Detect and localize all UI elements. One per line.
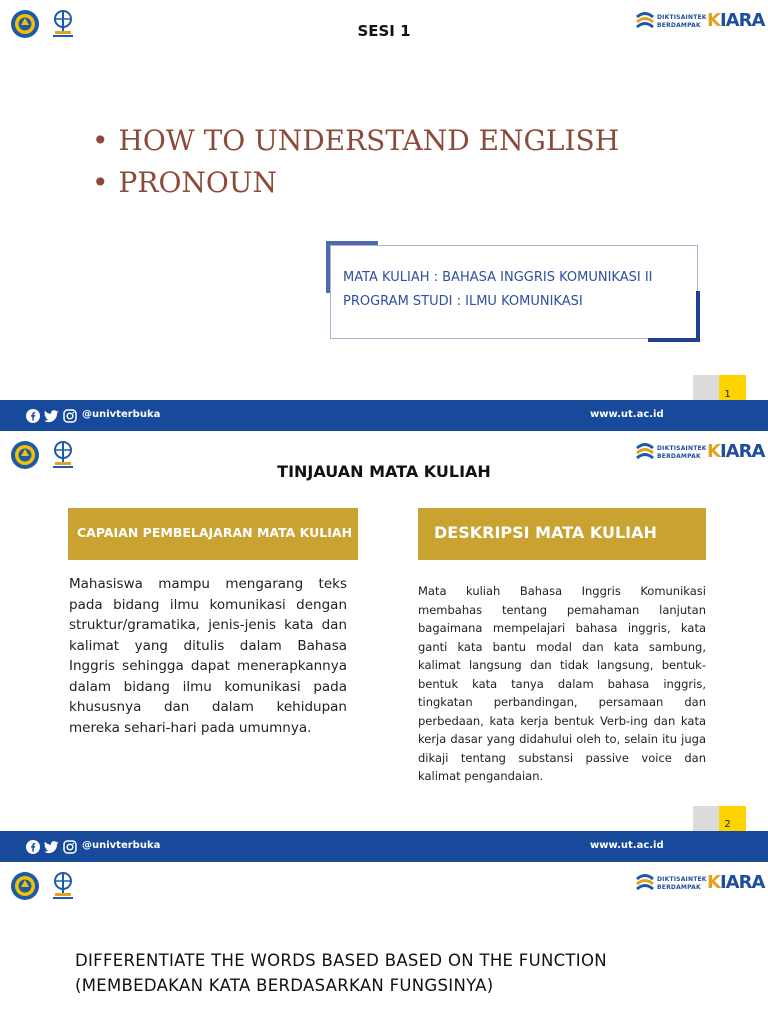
course-info-box xyxy=(330,245,698,339)
kiara-k: K xyxy=(707,872,720,893)
page-number: 2 xyxy=(724,819,731,830)
diktis-line2: BERDAMPAK xyxy=(657,884,701,891)
diktis-line1: DIKTISAINTEK xyxy=(657,14,707,21)
slide-3 xyxy=(0,862,768,1024)
topic-item: • PRONOUN xyxy=(92,162,619,204)
frame-accent-left xyxy=(326,241,330,293)
topic-item: • HOW TO UNDERSTAND ENGLISH xyxy=(92,120,619,162)
course-description-heading: DESKRIPSI MATA KULIAH xyxy=(418,508,706,560)
diktisaintek-mark-icon xyxy=(634,442,656,464)
diktis-line1: DIKTISAINTEK xyxy=(657,445,707,452)
diktisaintek-logo xyxy=(634,873,706,897)
slide-1 xyxy=(0,0,768,431)
kiara-logo xyxy=(707,872,764,893)
kiara-logo xyxy=(707,441,764,462)
diktisaintek-mark-icon xyxy=(634,873,656,895)
learning-outcomes-text: Mahasiswa mampu mengarang teks pada bidang ilmu komunikasi dengan struktur/gramatika, jenis-jenis kata dan kalimat yang ditulis dalam Bahasa Inggris sehingga dapat menerapkannya dalam bidang ilmu komunikasi pada khususnya dan dalam kehidupan mereka sehari-hari pada umumnya. xyxy=(69,576,347,736)
frame-accent-top xyxy=(326,241,378,245)
kiara-rest: IARA xyxy=(719,10,765,31)
kiara-k: K xyxy=(707,441,720,462)
slide-2 xyxy=(0,431,768,862)
page-number: 1 xyxy=(724,389,731,400)
program-name: PROGRAM STUDI : ILMU KOMUNIKASI xyxy=(343,294,583,309)
social-handle[interactable]: @univterbuka xyxy=(82,409,161,420)
heading-line-1: DIFFERENTIATE THE WORDS BASED BASED ON THE FUNCTION xyxy=(75,951,607,970)
twitter-icon[interactable] xyxy=(44,841,59,854)
frame-accent-bottom xyxy=(648,338,700,342)
social-icons xyxy=(26,840,77,854)
facebook-icon[interactable] xyxy=(26,409,40,423)
diktis-line2: BERDAMPAK xyxy=(657,453,701,460)
course-description-text: Mata kuliah Bahasa Inggris Komunikasi membahas tentang pemahaman lanjutan bagaimana mempelajari bahasa inggris, kata ganti kata bantu modal dan kata sambung, kalimat langsung dan tidak langsung, bentuk-bentuk kata tanya dalam bahasa inggris, tingkatan perbandingan, persamaan dan perbedaan, kata kerja bentuk Verb-ing dan kata kerja dasar yang didahului oleh to, selain itu juga dikaji tentang substansi passive voice dan kalimat pengandaian. xyxy=(418,584,706,783)
topic-list xyxy=(92,120,619,204)
kiara-k: K xyxy=(707,10,720,31)
diktis-line1: DIKTISAINTEK xyxy=(657,876,707,883)
instagram-icon[interactable] xyxy=(63,840,77,854)
website-link[interactable]: www.ut.ac.id xyxy=(590,409,664,420)
facebook-icon[interactable] xyxy=(26,840,40,854)
kiara-rest: IARA xyxy=(719,441,765,462)
instagram-icon[interactable] xyxy=(63,409,77,423)
website-link[interactable]: www.ut.ac.id xyxy=(590,840,664,851)
heading-line-2: (MEMBEDAKAN KATA BERDASARKAN FUNGSINYA) xyxy=(75,976,494,995)
social-handle[interactable]: @univterbuka xyxy=(82,840,161,851)
social-icons xyxy=(26,409,77,423)
footer-bar xyxy=(0,400,768,431)
ministry-emblem-icon xyxy=(10,871,40,901)
frame-accent-right xyxy=(696,291,700,340)
learning-outcomes-heading: CAPAIAN PEMBELAJARAN MATA KULIAH xyxy=(68,508,358,560)
kiara-rest: IARA xyxy=(719,872,765,893)
slide-title: TINJAUAN MATA KULIAH xyxy=(277,462,491,481)
ut-emblem-icon xyxy=(50,871,76,901)
session-label: SESI 1 xyxy=(357,22,411,40)
course-name: MATA KULIAH : BAHASA INGGRIS KOMUNIKASI II xyxy=(343,270,653,285)
footer-bar xyxy=(0,831,768,862)
diktis-line2: BERDAMPAK xyxy=(657,22,701,29)
twitter-icon[interactable] xyxy=(44,410,59,423)
